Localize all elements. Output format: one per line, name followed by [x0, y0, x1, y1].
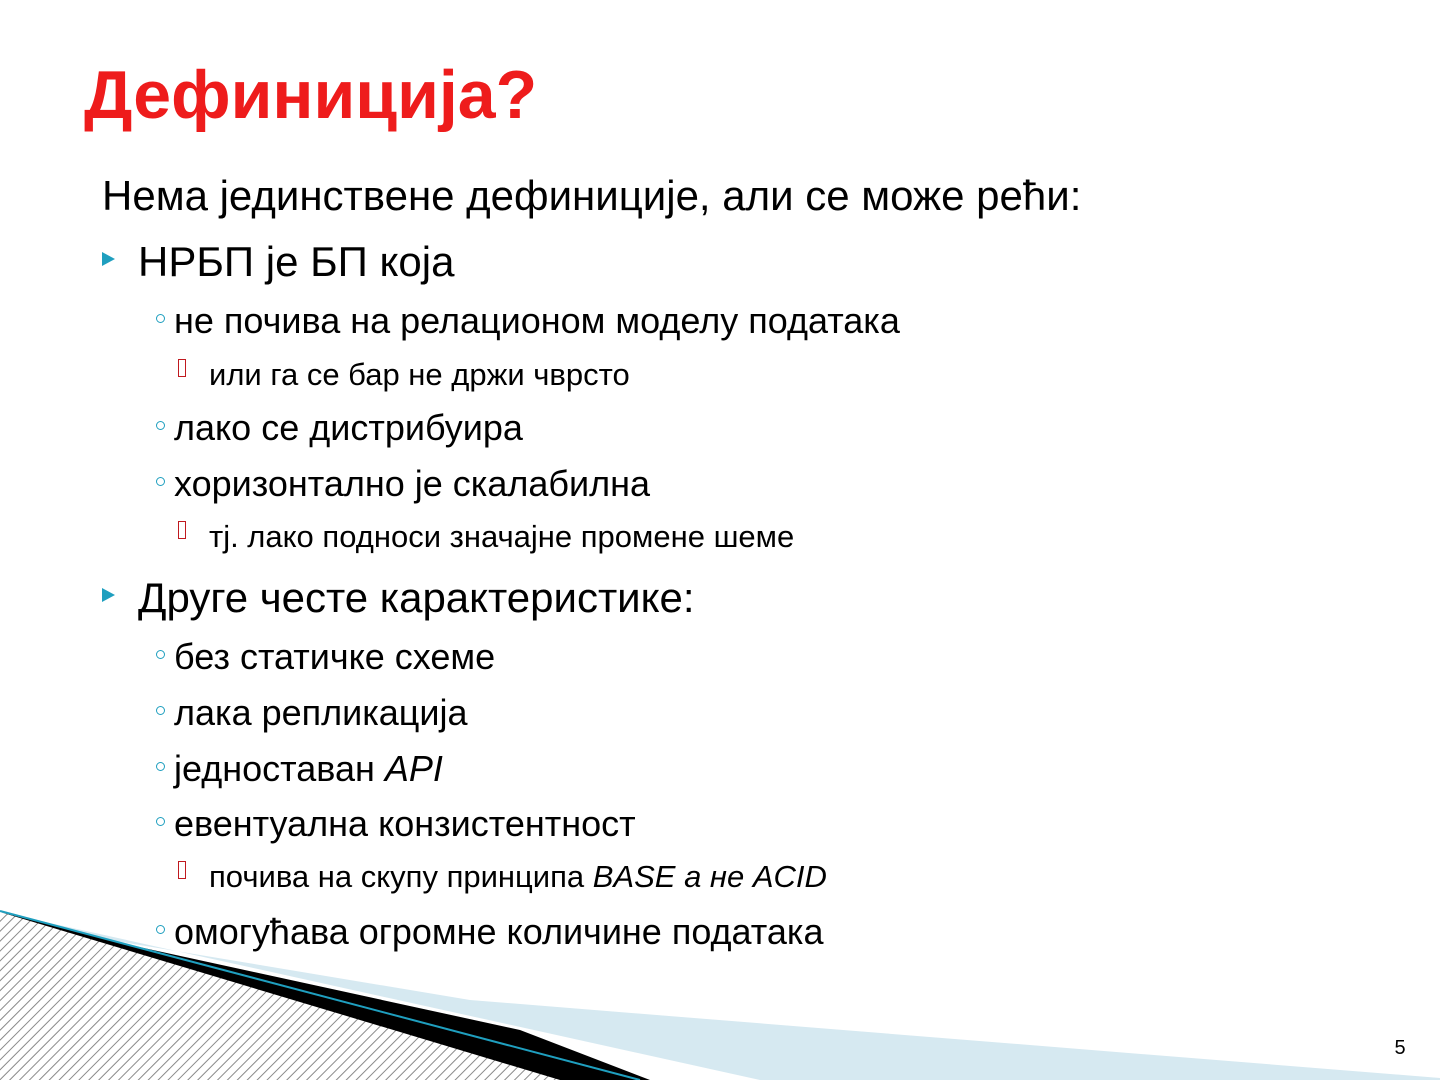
slide-title: Дефиниција?	[84, 57, 538, 133]
sub-sub-bullet-plain: почива на скупу принципа	[209, 859, 593, 894]
sub-bullet-text	[174, 747, 443, 791]
sub-sub-bullet-text: или га се бар не држи чврсто	[209, 357, 630, 392]
sub-bullet-text: хоризонтално је скалабилна	[174, 463, 651, 504]
circle-bullet-icon	[156, 762, 165, 771]
sub-bullet-text: омогућава огромне количине података	[174, 911, 824, 952]
sub-bullet-text: лака репликација	[174, 692, 468, 733]
sub-sub-bullet-text	[209, 857, 827, 897]
sub-bullet-plain: једноставан	[174, 748, 385, 789]
sub-bullet-text: лако се дистрибуира	[174, 407, 523, 448]
circle-bullet-icon	[156, 650, 165, 659]
page-number: 5	[1394, 1037, 1406, 1059]
box-bullet-icon	[178, 359, 186, 377]
circle-bullet-icon	[156, 421, 165, 430]
circle-bullet-icon	[156, 925, 165, 934]
sub-bullet-text: евентуална конзистентност	[174, 803, 636, 844]
triangle-bullet-icon	[102, 252, 115, 266]
sub-bullet-italic: API	[384, 748, 443, 789]
intro-text: Нема јединствене дефиниције, али се може рећи:	[102, 172, 1082, 219]
sub-sub-bullet-text: тј. лако подноси значајне промене шеме	[209, 519, 795, 554]
circle-bullet-icon	[156, 706, 165, 715]
box-bullet-icon	[178, 861, 186, 879]
bullet-text: Друге честе карактеристике:	[138, 574, 695, 621]
circle-bullet-icon	[156, 314, 165, 323]
bullet-text: НРБП је БП која	[138, 238, 455, 285]
circle-bullet-icon	[156, 477, 165, 486]
sub-bullet-text: не почива на релационом моделу података	[174, 300, 900, 341]
circle-bullet-icon	[156, 817, 165, 826]
triangle-bullet-icon	[102, 588, 115, 602]
sub-sub-bullet-italic: BASE а не ACID	[592, 859, 827, 894]
box-bullet-icon	[178, 521, 186, 539]
sub-bullet-text: без статичке схеме	[174, 636, 496, 677]
